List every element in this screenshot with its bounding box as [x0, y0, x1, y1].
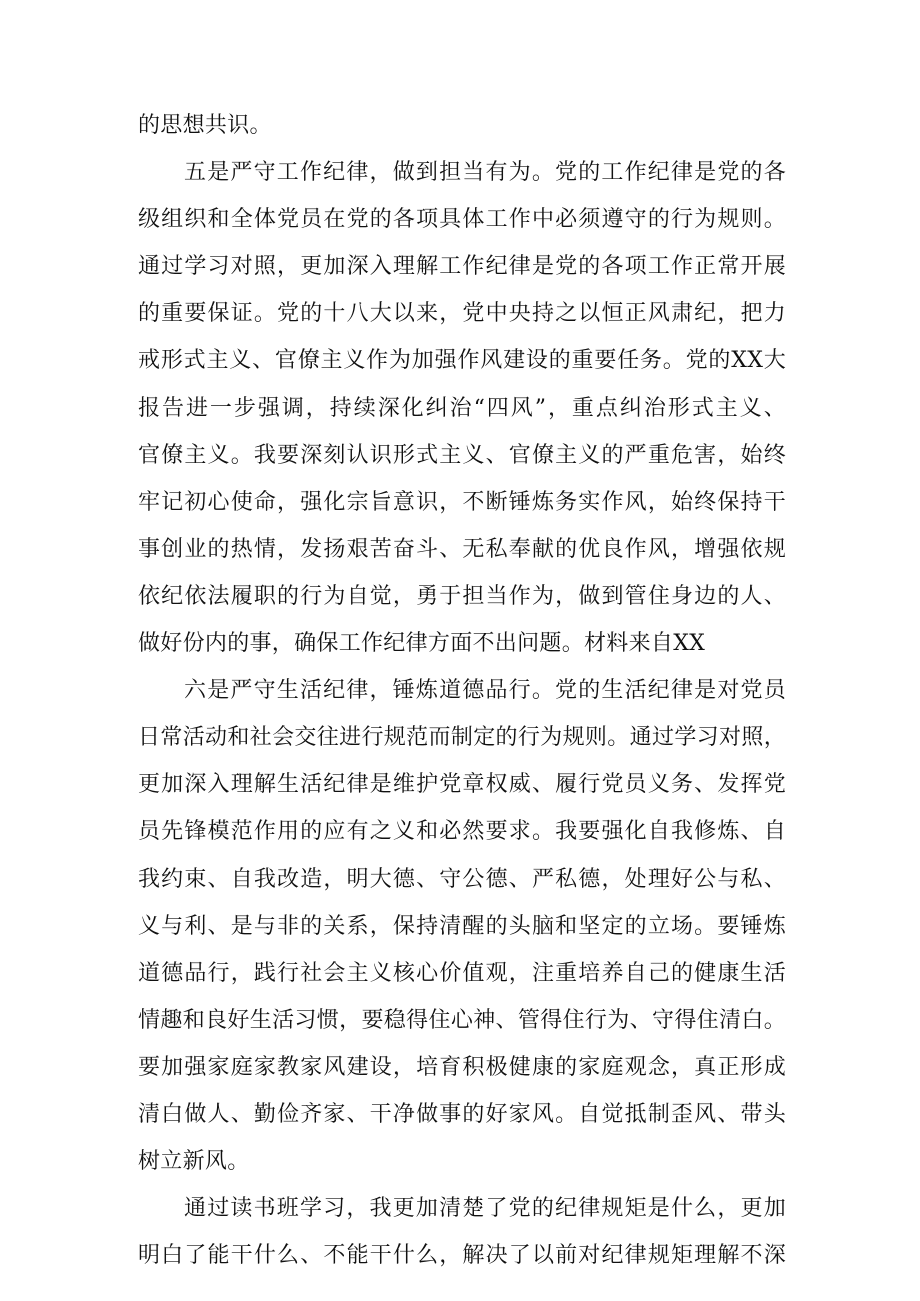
text-line: 事创业的热情，发扬艰苦奋斗、无私奉献的优良作风，增强依规 — [138, 536, 786, 562]
text-line: 道德品行，践行社会主义核心价值观，注重培养自己的健康生活 — [138, 960, 786, 986]
text-line: 级组织和全体党员在党的各项具体工作中必须遵守的行为规则。 — [138, 207, 786, 233]
text-line: 树立新风。 — [138, 1149, 250, 1175]
text-line: 通过读书班学习，我更加清楚了党的纪律规矩是什么，更加 — [184, 1196, 786, 1222]
text-line: 牢记初心使命，强化宗旨意识，不断锤炼务实作风，始终保持干 — [138, 489, 786, 515]
text-line: 的思想共识。 — [138, 113, 272, 138]
text-line: 戒形式主义、官僚主义作为加强作风建设的重要任务。党的XX大 — [138, 348, 786, 374]
text-line: 通过学习对照，更加深入理解工作纪律是党的各项工作正常开展 — [138, 254, 786, 280]
text-line: 依纪依法履职的行为自觉，勇于担当作为，做到管住身边的人、 — [138, 583, 786, 609]
text-line: 我约束、自我改造，明大德、守公德、严私德，处理好公与私、 — [138, 866, 786, 892]
text-line: 五是严守工作纪律，做到担当有为。党的工作纪律是党的各 — [184, 160, 786, 186]
text-line: 情趣和良好生活习惯，要稳得住心神、管得住行为、守得住清白。 — [138, 1007, 786, 1033]
text-line: 清白做人、勤俭齐家、干净做事的好家风。自觉抵制歪风、带头 — [138, 1101, 786, 1127]
text-line: 员先锋模范作用的应有之义和必然要求。我要强化自我修炼、自 — [138, 819, 786, 845]
text-line: 报告进一步强调，持续深化纠治“四风”，重点纠治形式主义、 — [138, 395, 786, 421]
text-line: 日常活动和社会交往进行规范而制定的行为规则。通过学习对照， — [138, 725, 786, 751]
text-line: 明白了能干什么、不能干什么，解决了以前对纪律规矩理解不深 — [138, 1243, 786, 1269]
text-line: 更加深入理解生活纪律是维护党章权威、履行党员义务、发挥党 — [138, 772, 786, 798]
text-line: 义与利、是与非的关系，保持清醒的头脑和坚定的立场。要锤炼 — [138, 913, 786, 939]
text-line: 要加强家庭家教家风建设，培育积极健康的家庭观念，真正形成 — [138, 1054, 786, 1080]
document-body-text — [138, 102, 786, 1279]
text-line: 六是严守生活纪律，锤炼道德品行。党的生活纪律是对党员 — [184, 678, 786, 704]
text-line: 的重要保证。党的十八大以来，党中央持之以恒正风肃纪，把力 — [138, 301, 786, 327]
text-line: 官僚主义。我要深刻认识形式主义、官僚主义的严重危害，始终 — [138, 442, 786, 468]
text-line: 做好份内的事，确保工作纪律方面不出问题。材料来自XX — [138, 631, 706, 657]
